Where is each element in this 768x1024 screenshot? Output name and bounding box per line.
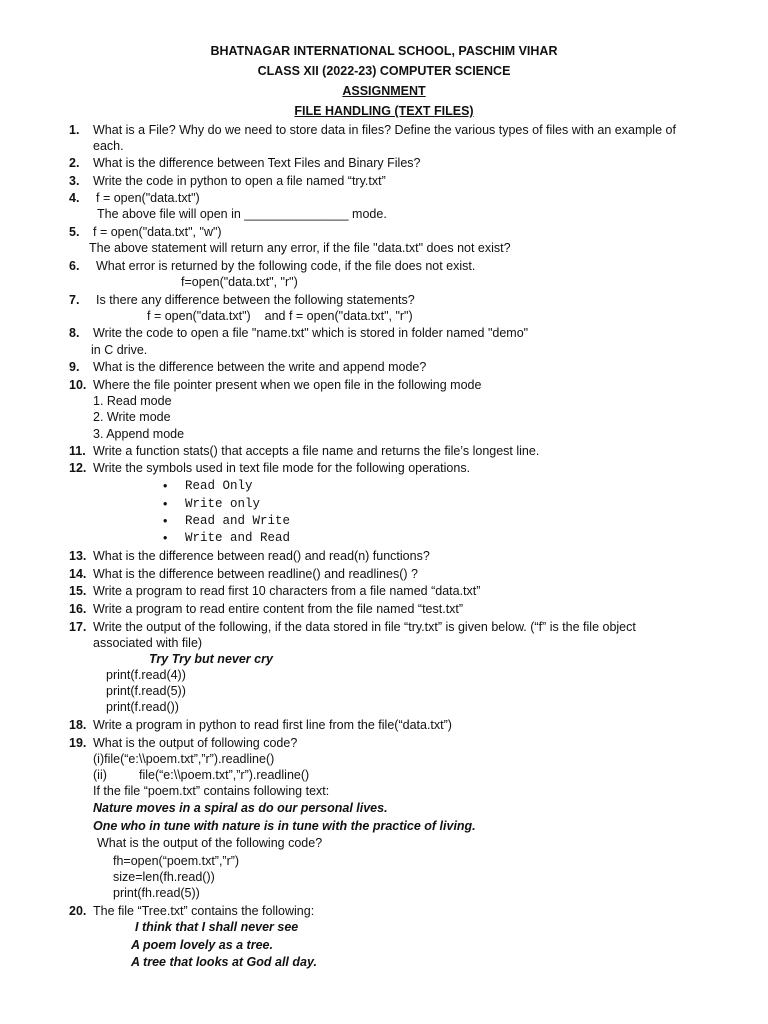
question-text: If the file “poem.txt” contains following text: <box>93 784 330 798</box>
question-text: Write the code to open a file "name.txt" which is stored in folder named "demo" <box>93 326 529 340</box>
file-content-quote: I think that I shall never see <box>135 920 299 934</box>
question-number: 7. <box>69 293 80 307</box>
question-text: What is a File? Why do we need to store data in files? Define the various types of files with an example of <box>93 123 676 137</box>
code-line: f = open("data.txt") and f = open("data.txt", "r") <box>147 309 413 323</box>
question-text: What is the output of following code? <box>93 736 298 750</box>
question-text: f = open("data.txt", "w") <box>93 225 222 239</box>
option-item: 3. Append mode <box>93 427 185 441</box>
question-text: Where the file pointer present when we open file in the following mode <box>93 378 482 392</box>
question-text: in C drive. <box>91 343 148 357</box>
topic-title: FILE HANDLING (TEXT FILES) <box>294 104 474 118</box>
school-name: BHATNAGAR INTERNATIONAL SCHOOL, PASCHIM VIHAR <box>210 44 558 58</box>
question-number: 15. <box>69 584 87 598</box>
code-line: f=open("data.txt", "r") <box>181 275 298 289</box>
code-line: size=len(fh.read()) <box>113 870 215 884</box>
question-number: 5. <box>69 225 80 239</box>
code-line: print(f.read()) <box>106 700 179 714</box>
bullet-item: Write only <box>185 497 261 511</box>
bullet-icon: • <box>163 497 168 511</box>
question-text: associated with file) <box>93 636 203 650</box>
code-line: file(“e:\\poem.txt”,”r”).readline() <box>139 768 310 782</box>
class-title: CLASS XII (2022-23) COMPUTER SCIENCE <box>257 64 511 78</box>
question-number: 14. <box>69 567 87 581</box>
question-text: What is the difference between Text Files and Binary Files? <box>93 156 421 170</box>
question-number: 4. <box>69 191 80 205</box>
question-text: Write the code in python to open a file named “try.txt” <box>93 174 386 188</box>
question-number: 20. <box>69 904 87 918</box>
bullet-icon: • <box>163 514 168 528</box>
assignment-title: ASSIGNMENT <box>342 84 426 98</box>
file-content-quote: Nature moves in a spiral as do our personal lives. <box>93 801 388 815</box>
question-text: Write the symbols used in text file mode for the following operations. <box>93 461 471 475</box>
option-label: (ii) <box>93 768 107 782</box>
file-content-quote: Try Try but never cry <box>149 652 273 666</box>
question-number: 1. <box>69 123 80 137</box>
question-number: 10. <box>69 378 87 392</box>
code-line: print(f.read(5)) <box>106 684 186 698</box>
question-text: f = open("data.txt") <box>96 191 200 205</box>
bullet-icon: • <box>163 479 168 493</box>
file-content-quote: One who in tune with nature is in tune with the practice of living. <box>93 819 476 833</box>
question-text: Write a program to read first 10 characters from a file named “data.txt” <box>93 584 481 598</box>
question-text: What error is returned by the following code, if the file does not exist. <box>96 259 476 273</box>
file-content-quote: A tree that looks at God all day. <box>131 955 317 969</box>
question-text: What is the difference between read() and read(n) functions? <box>93 549 430 563</box>
question-text: Write a program to read entire content from the file named “test.txt” <box>93 602 464 616</box>
bullet-item: Write and Read <box>185 531 291 545</box>
question-number: 8. <box>69 326 80 340</box>
code-line: print(fh.read(5)) <box>113 886 200 900</box>
question-number: 13. <box>69 549 87 563</box>
option-item: 1. Read mode <box>93 394 172 408</box>
code-line: print(f.read(4)) <box>106 668 186 682</box>
file-content-quote: A poem lovely as a tree. <box>131 938 273 952</box>
question-number: 9. <box>69 360 80 374</box>
question-number: 2. <box>69 156 80 170</box>
question-text: Is there any difference between the following statements? <box>96 293 415 307</box>
question-number: 19. <box>69 736 87 750</box>
question-text: What is the difference between the write and append mode? <box>93 360 427 374</box>
question-text: The above file will open in _______________ mode. <box>97 207 387 221</box>
bullet-item: Read Only <box>185 479 253 493</box>
question-text: The file “Tree.txt” contains the following: <box>93 904 315 918</box>
question-number: 11. <box>69 444 86 458</box>
question-number: 6. <box>69 259 80 273</box>
question-text: What is the output of the following code? <box>97 836 323 850</box>
code-line: fh=open(“poem.txt”,”r”) <box>113 854 240 868</box>
question-text: The above statement will return any error, if the file "data.txt" does not exist? <box>89 241 511 255</box>
question-text: Write a program in python to read first line from the file(“data.txt”) <box>93 718 452 732</box>
code-line: (i)file(“e:\\poem.txt”,”r”).readline() <box>93 752 275 766</box>
question-number: 3. <box>69 174 80 188</box>
question-text: each. <box>93 139 124 153</box>
bullet-item: Read and Write <box>185 514 291 528</box>
question-number: 12. <box>69 461 87 475</box>
question-text: Write the output of the following, if the data stored in file “try.txt” is given below. (“f” is the file object <box>93 620 636 634</box>
question-text: What is the difference between readline() and readlines() ? <box>93 567 418 581</box>
question-text: Write a function stats() that accepts a file name and returns the file’s longest line. <box>93 444 540 458</box>
question-number: 18. <box>69 718 87 732</box>
question-number: 16. <box>69 602 87 616</box>
bullet-icon: • <box>163 531 168 545</box>
option-item: 2. Write mode <box>93 410 171 424</box>
question-number: 17. <box>69 620 87 634</box>
